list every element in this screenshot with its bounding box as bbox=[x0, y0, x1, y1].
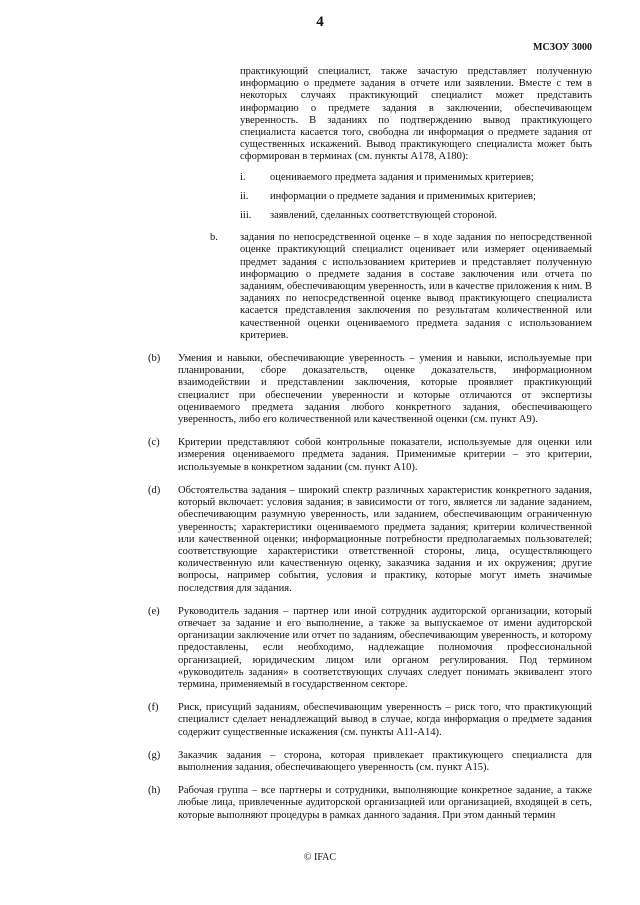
definition-text: Критерии представляют собой контрольные показатели, используемые для оценки или измерения оцениваемого предмета задания. Применимые критерии – это критерии, используемые в конкретном задании (см. пункт A10). bbox=[178, 437, 592, 473]
list-item-label: iii. bbox=[240, 210, 252, 222]
item-b-text: задания по непосредственной оценке – в ходе задания по непосредственной оценке практикующий специалист оценивает или измеряет оцениваемый предмет задания с использованием критериев и представляет полученную информацию о предмете задания в составе заключения или отчета по заданиям, обеспечивающим уверенность, или в качестве приложения к ним. В заданиях по непосредственной оценке вывод практикующего специалиста касается представления заключения по результатам количественной или качественной оценки оцениваемого предмета задания с использованием критериев. bbox=[240, 232, 592, 341]
list-item bbox=[240, 172, 592, 184]
list-item bbox=[240, 191, 592, 203]
definition-item bbox=[148, 749, 592, 774]
continuation-paragraph: практикующий специалист, также зачастую представляет полученную информацию о предмете задания в отчете или заявлении. Вместе с тем в некоторых случаях практикующий специалист может представить информацию о предмете задания в заключении, обеспечивающем уверенность. В заданиях по подтверждению вывод практикующего специалиста касается того, свободна ли информация о предмете задания от существенных искажений. Вывод практикующего специалиста может быть сформирован в терминах (см. пункты A178, A180): bbox=[240, 66, 592, 163]
roman-sublist bbox=[240, 172, 592, 223]
definition-text: Рабочая группа – все партнеры и сотрудники, выполняющие конкретное задание, а также любые лица, привлеченные аудиторской организацией или организацией, входящей в сеть, которые выполняют процедуры в рамках данного задания. При этом данный термин bbox=[178, 785, 592, 821]
definition-text: Заказчик задания – сторона, которая привлекает практикующего специалиста для выполнения задания, обеспечивающего уверенность (см. пункт A15). bbox=[178, 749, 592, 773]
definition-item bbox=[148, 484, 592, 595]
definitions-list bbox=[0, 353, 640, 822]
document-body bbox=[0, 66, 640, 833]
definition-label: (g) bbox=[148, 749, 161, 761]
definition-text: Руководитель задания – партнер или иной сотрудник аудиторской организации, который отвечает за задание и его выполнение, а также за выпускаемое от имени аудиторской организации заключение или отчет по заданиям, обеспечивающим уверенность, и которому предоставлены, если необходимо, надлежащие полномочия профессиональной организацией, юридическим лицом или органом регулирования. Под термином «руководитель задания» в соответствующих случаях следует понимать эквивалент этого термина, применяемый в государственном секторе. bbox=[178, 605, 592, 690]
document-code: МСЗОУ 3000 bbox=[533, 42, 592, 53]
definition-label: (f) bbox=[148, 702, 159, 714]
copyright-footer: © IFAC bbox=[303, 852, 337, 863]
definition-label: (d) bbox=[148, 484, 161, 496]
list-item-text: оцениваемого предмета задания и применимых критериев; bbox=[270, 171, 534, 183]
definition-text: Риск, присущий заданиям, обеспечивающим уверенность – риск того, что практикующий специалист сделает ненадлежащий вывод в случае, когда информация о предмете задания содержит существенные искажения (см. пункты A11-A14). bbox=[178, 702, 592, 738]
definition-item bbox=[148, 437, 592, 474]
list-item-text: информации о предмете задания и применимых критериев; bbox=[270, 190, 536, 202]
page-number: 4 bbox=[316, 14, 324, 30]
list-item bbox=[240, 210, 592, 222]
definition-text: Умения и навыки, обеспечивающие уверенность – умения и навыки, используемые при планировании, сборе доказательств, оценке доказательств, информационном взаимодействии и представлении заключения, которые проявляет практикующий специалист при обеспечении уверенности и которые отличаются от экспертизы оцениваемого предмета задания любого конкретного задания, обеспечивающего уверенность, либо его количественной или качественной оценки (см. пункт A9). bbox=[178, 353, 592, 426]
list-item-label: ii. bbox=[240, 190, 249, 202]
definition-item bbox=[148, 353, 592, 426]
definition-text: Обстоятельства задания – широкий спектр различных характеристик конкретного задания, который включает: условия задания; в зависимости от того, является ли задание заданием, обеспечивающим разумную уверенность, или заданием, обеспечивающим ограниченную уверенность; характеристики оцениваемого предмета задания; критерии количественной или качественной оценки; информационные потребности предполагаемых пользователей; соответствующие характеристики ответственной стороны, лица, осуществляющего количественную или качественную оценку, заказчика задания и их окружения; другие вопросы, например события, условия и практику, которые могут иметь значимые последствия для задания. bbox=[178, 484, 592, 594]
definition-item bbox=[148, 702, 592, 739]
definition-item bbox=[148, 605, 592, 691]
definition-label: (e) bbox=[148, 605, 160, 617]
list-item-label: i. bbox=[240, 171, 246, 183]
definition-item bbox=[148, 785, 592, 822]
definition-label: (c) bbox=[148, 437, 160, 449]
definition-label: (b) bbox=[148, 353, 161, 365]
definition-label: (h) bbox=[148, 785, 161, 797]
item-b-paragraph bbox=[210, 232, 592, 342]
item-b-label: b. bbox=[210, 232, 218, 244]
list-item-text: заявлений, сделанных соответствующей стороной. bbox=[270, 210, 497, 222]
